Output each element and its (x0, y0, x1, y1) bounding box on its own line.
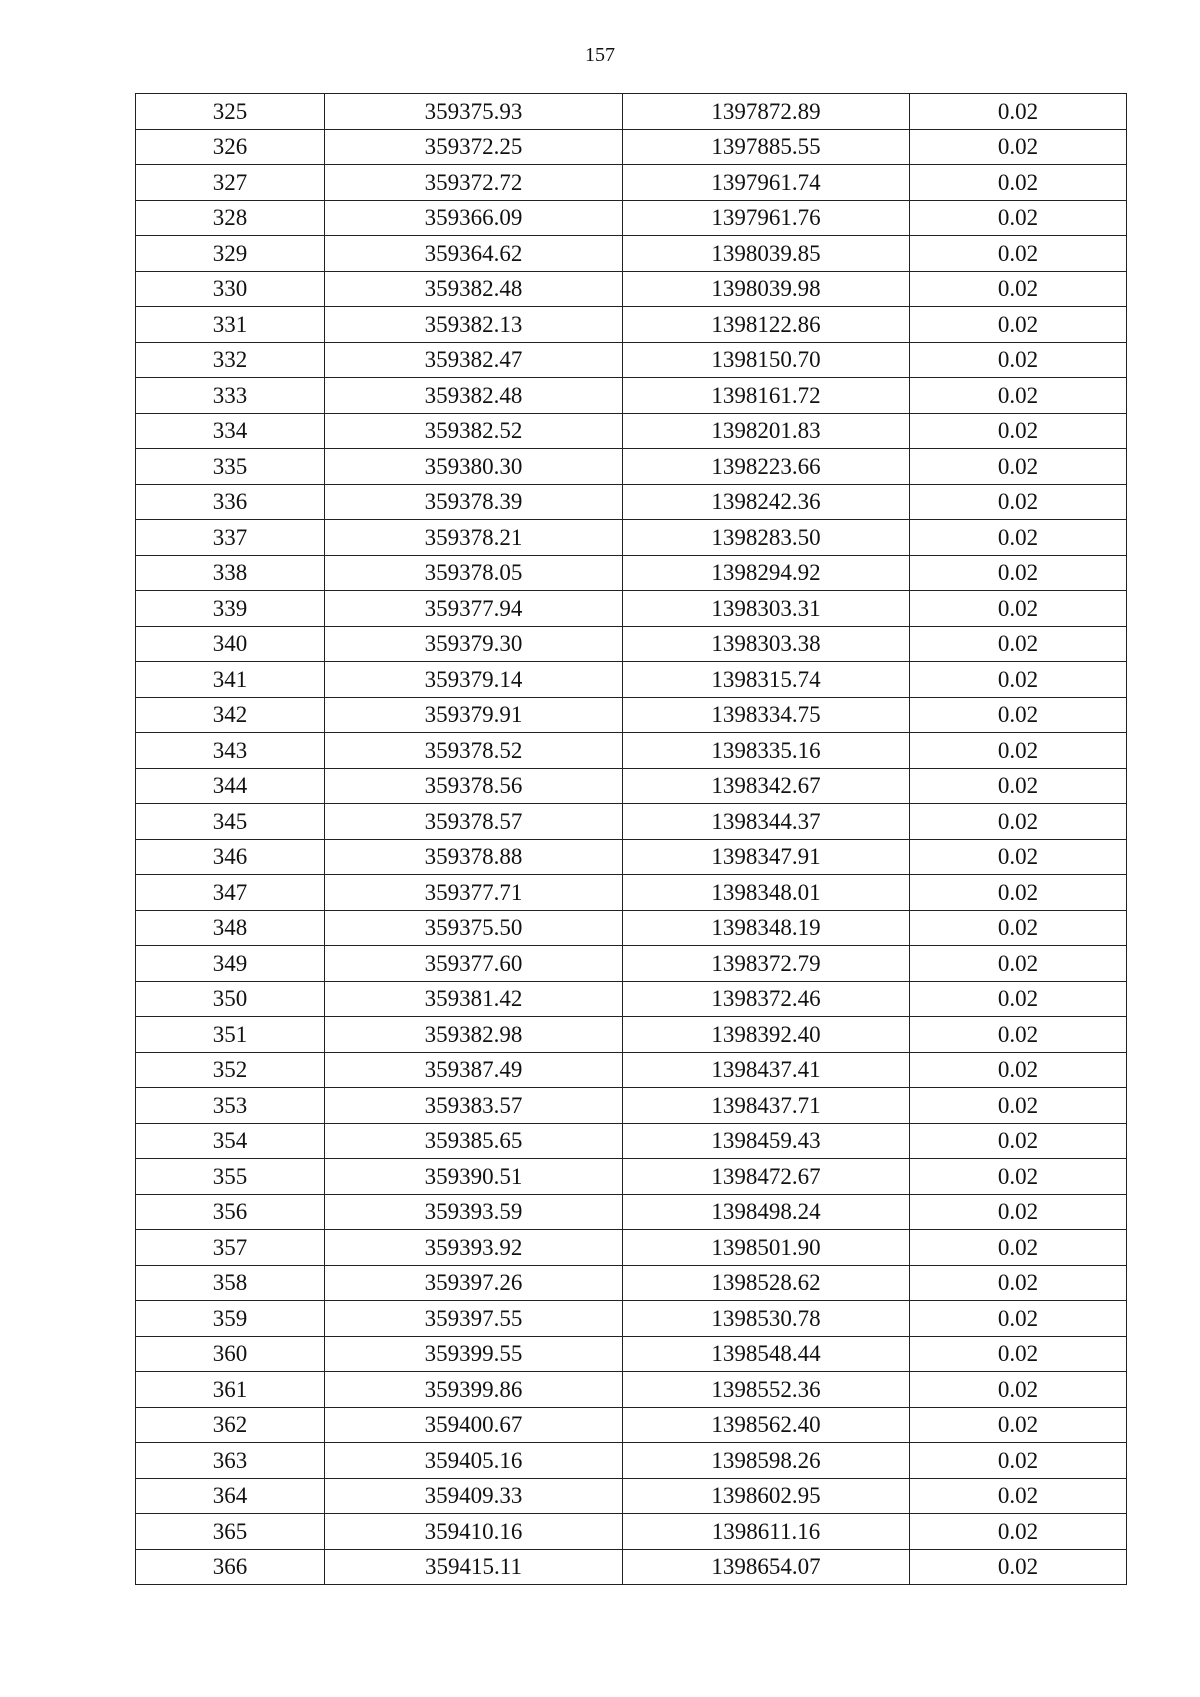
x-coordinate-cell: 359372.25 (325, 129, 623, 165)
point-number-cell: 342 (136, 697, 325, 733)
table-row (136, 165, 1127, 201)
error-cell: 0.02 (910, 1194, 1127, 1230)
y-coordinate-cell: 1398039.98 (623, 271, 910, 307)
y-coordinate-cell: 1398654.07 (623, 1549, 910, 1585)
x-coordinate-cell: 359378.56 (325, 768, 623, 804)
x-coordinate-cell: 359382.47 (325, 342, 623, 378)
point-number-cell: 329 (136, 236, 325, 272)
page-number: 157 (585, 44, 615, 66)
error-cell: 0.02 (910, 733, 1127, 769)
table-row (136, 520, 1127, 556)
y-coordinate-cell: 1398294.92 (623, 555, 910, 591)
table-row (136, 626, 1127, 662)
error-cell: 0.02 (910, 413, 1127, 449)
x-coordinate-cell: 359382.48 (325, 271, 623, 307)
x-coordinate-cell: 359379.30 (325, 626, 623, 662)
y-coordinate-cell: 1398472.67 (623, 1159, 910, 1195)
error-cell: 0.02 (910, 662, 1127, 698)
error-cell: 0.02 (910, 1336, 1127, 1372)
y-coordinate-cell: 1398501.90 (623, 1230, 910, 1266)
table-row (136, 94, 1127, 130)
y-coordinate-cell: 1398552.36 (623, 1372, 910, 1408)
point-number-cell: 341 (136, 662, 325, 698)
y-coordinate-cell: 1398242.36 (623, 484, 910, 520)
y-coordinate-cell: 1398122.86 (623, 307, 910, 343)
error-cell: 0.02 (910, 1549, 1127, 1585)
error-cell: 0.02 (910, 981, 1127, 1017)
table-row (136, 1088, 1127, 1124)
coordinates-table (135, 93, 1127, 1585)
x-coordinate-cell: 359410.16 (325, 1514, 623, 1550)
table-row (136, 1407, 1127, 1443)
point-number-cell: 333 (136, 378, 325, 414)
table-row (136, 910, 1127, 946)
point-number-cell: 364 (136, 1478, 325, 1514)
table-row (136, 1301, 1127, 1337)
x-coordinate-cell: 359382.52 (325, 413, 623, 449)
point-number-cell: 349 (136, 946, 325, 982)
error-cell: 0.02 (910, 626, 1127, 662)
point-number-cell: 359 (136, 1301, 325, 1337)
table-row (136, 697, 1127, 733)
table-row (136, 1514, 1127, 1550)
y-coordinate-cell: 1398348.01 (623, 875, 910, 911)
y-coordinate-cell: 1398348.19 (623, 910, 910, 946)
x-coordinate-cell: 359383.57 (325, 1088, 623, 1124)
table-row (136, 1372, 1127, 1408)
x-coordinate-cell: 359378.52 (325, 733, 623, 769)
point-number-cell: 356 (136, 1194, 325, 1230)
y-coordinate-cell: 1398039.85 (623, 236, 910, 272)
error-cell: 0.02 (910, 1159, 1127, 1195)
table-row (136, 236, 1127, 272)
point-number-cell: 365 (136, 1514, 325, 1550)
y-coordinate-cell: 1398372.79 (623, 946, 910, 982)
x-coordinate-cell: 359382.98 (325, 1017, 623, 1053)
error-cell: 0.02 (910, 1088, 1127, 1124)
error-cell: 0.02 (910, 1372, 1127, 1408)
point-number-cell: 325 (136, 94, 325, 130)
error-cell: 0.02 (910, 946, 1127, 982)
error-cell: 0.02 (910, 697, 1127, 733)
y-coordinate-cell: 1397885.55 (623, 129, 910, 165)
y-coordinate-cell: 1398342.67 (623, 768, 910, 804)
x-coordinate-cell: 359385.65 (325, 1123, 623, 1159)
y-coordinate-cell: 1398611.16 (623, 1514, 910, 1550)
x-coordinate-cell: 359379.91 (325, 697, 623, 733)
y-coordinate-cell: 1398598.26 (623, 1443, 910, 1479)
x-coordinate-cell: 359382.13 (325, 307, 623, 343)
table-row (136, 768, 1127, 804)
y-coordinate-cell: 1398498.24 (623, 1194, 910, 1230)
error-cell: 0.02 (910, 484, 1127, 520)
error-cell: 0.02 (910, 165, 1127, 201)
point-number-cell: 334 (136, 413, 325, 449)
error-cell: 0.02 (910, 1123, 1127, 1159)
table-row (136, 946, 1127, 982)
table-row (136, 378, 1127, 414)
x-coordinate-cell: 359405.16 (325, 1443, 623, 1479)
table-row (136, 1265, 1127, 1301)
y-coordinate-cell: 1398437.41 (623, 1052, 910, 1088)
error-cell: 0.02 (910, 271, 1127, 307)
table-row (136, 1478, 1127, 1514)
x-coordinate-cell: 359377.71 (325, 875, 623, 911)
y-coordinate-cell: 1398334.75 (623, 697, 910, 733)
error-cell: 0.02 (910, 129, 1127, 165)
error-cell: 0.02 (910, 839, 1127, 875)
error-cell: 0.02 (910, 236, 1127, 272)
table-row (136, 591, 1127, 627)
table-row (136, 484, 1127, 520)
point-number-cell: 361 (136, 1372, 325, 1408)
error-cell: 0.02 (910, 342, 1127, 378)
table-row (136, 1017, 1127, 1053)
point-number-cell: 335 (136, 449, 325, 485)
table-row (136, 413, 1127, 449)
table-row (136, 1123, 1127, 1159)
error-cell: 0.02 (910, 94, 1127, 130)
error-cell: 0.02 (910, 449, 1127, 485)
point-number-cell: 330 (136, 271, 325, 307)
y-coordinate-cell: 1398528.62 (623, 1265, 910, 1301)
y-coordinate-cell: 1398562.40 (623, 1407, 910, 1443)
x-coordinate-cell: 359399.86 (325, 1372, 623, 1408)
point-number-cell: 355 (136, 1159, 325, 1195)
x-coordinate-cell: 359400.67 (325, 1407, 623, 1443)
error-cell: 0.02 (910, 1017, 1127, 1053)
y-coordinate-cell: 1398315.74 (623, 662, 910, 698)
y-coordinate-cell: 1398201.83 (623, 413, 910, 449)
table-row (136, 342, 1127, 378)
x-coordinate-cell: 359397.55 (325, 1301, 623, 1337)
table-row (136, 662, 1127, 698)
y-coordinate-cell: 1398223.66 (623, 449, 910, 485)
point-number-cell: 338 (136, 555, 325, 591)
point-number-cell: 352 (136, 1052, 325, 1088)
point-number-cell: 362 (136, 1407, 325, 1443)
y-coordinate-cell: 1398303.38 (623, 626, 910, 662)
point-number-cell: 366 (136, 1549, 325, 1585)
table-row (136, 875, 1127, 911)
table-row (136, 555, 1127, 591)
point-number-cell: 328 (136, 200, 325, 236)
point-number-cell: 331 (136, 307, 325, 343)
point-number-cell: 344 (136, 768, 325, 804)
error-cell: 0.02 (910, 520, 1127, 556)
point-number-cell: 332 (136, 342, 325, 378)
error-cell: 0.02 (910, 378, 1127, 414)
table-row (136, 129, 1127, 165)
x-coordinate-cell: 359372.72 (325, 165, 623, 201)
error-cell: 0.02 (910, 307, 1127, 343)
error-cell: 0.02 (910, 1514, 1127, 1550)
table-row (136, 200, 1127, 236)
y-coordinate-cell: 1397872.89 (623, 94, 910, 130)
y-coordinate-cell: 1398347.91 (623, 839, 910, 875)
point-number-cell: 336 (136, 484, 325, 520)
point-number-cell: 326 (136, 129, 325, 165)
x-coordinate-cell: 359377.60 (325, 946, 623, 982)
table-row (136, 1336, 1127, 1372)
error-cell: 0.02 (910, 555, 1127, 591)
y-coordinate-cell: 1398437.71 (623, 1088, 910, 1124)
x-coordinate-cell: 359382.48 (325, 378, 623, 414)
x-coordinate-cell: 359399.55 (325, 1336, 623, 1372)
x-coordinate-cell: 359378.21 (325, 520, 623, 556)
x-coordinate-cell: 359378.57 (325, 804, 623, 840)
x-coordinate-cell: 359378.88 (325, 839, 623, 875)
point-number-cell: 343 (136, 733, 325, 769)
table-row (136, 981, 1127, 1017)
error-cell: 0.02 (910, 875, 1127, 911)
point-number-cell: 347 (136, 875, 325, 911)
table-row (136, 271, 1127, 307)
y-coordinate-cell: 1398161.72 (623, 378, 910, 414)
x-coordinate-cell: 359397.26 (325, 1265, 623, 1301)
x-coordinate-cell: 359393.59 (325, 1194, 623, 1230)
x-coordinate-cell: 359380.30 (325, 449, 623, 485)
point-number-cell: 358 (136, 1265, 325, 1301)
x-coordinate-cell: 359390.51 (325, 1159, 623, 1195)
error-cell: 0.02 (910, 1407, 1127, 1443)
point-number-cell: 354 (136, 1123, 325, 1159)
table-row (136, 1230, 1127, 1266)
table-row (136, 1194, 1127, 1230)
point-number-cell: 337 (136, 520, 325, 556)
x-coordinate-cell: 359377.94 (325, 591, 623, 627)
table-row (136, 1052, 1127, 1088)
y-coordinate-cell: 1397961.76 (623, 200, 910, 236)
x-coordinate-cell: 359379.14 (325, 662, 623, 698)
x-coordinate-cell: 359375.93 (325, 94, 623, 130)
table-row (136, 839, 1127, 875)
y-coordinate-cell: 1398150.70 (623, 342, 910, 378)
table-row (136, 307, 1127, 343)
point-number-cell: 327 (136, 165, 325, 201)
x-coordinate-cell: 359378.05 (325, 555, 623, 591)
x-coordinate-cell: 359375.50 (325, 910, 623, 946)
y-coordinate-cell: 1398303.31 (623, 591, 910, 627)
error-cell: 0.02 (910, 1443, 1127, 1479)
y-coordinate-cell: 1398602.95 (623, 1478, 910, 1514)
x-coordinate-cell: 359415.11 (325, 1549, 623, 1585)
point-number-cell: 346 (136, 839, 325, 875)
error-cell: 0.02 (910, 591, 1127, 627)
point-number-cell: 348 (136, 910, 325, 946)
y-coordinate-cell: 1398335.16 (623, 733, 910, 769)
y-coordinate-cell: 1398530.78 (623, 1301, 910, 1337)
y-coordinate-cell: 1398372.46 (623, 981, 910, 1017)
table-body (136, 94, 1127, 1585)
error-cell: 0.02 (910, 1478, 1127, 1514)
y-coordinate-cell: 1398459.43 (623, 1123, 910, 1159)
y-coordinate-cell: 1397961.74 (623, 165, 910, 201)
error-cell: 0.02 (910, 200, 1127, 236)
table-row (136, 449, 1127, 485)
error-cell: 0.02 (910, 1230, 1127, 1266)
point-number-cell: 350 (136, 981, 325, 1017)
point-number-cell: 339 (136, 591, 325, 627)
x-coordinate-cell: 359409.33 (325, 1478, 623, 1514)
point-number-cell: 345 (136, 804, 325, 840)
x-coordinate-cell: 359366.09 (325, 200, 623, 236)
x-coordinate-cell: 359364.62 (325, 236, 623, 272)
error-cell: 0.02 (910, 1052, 1127, 1088)
table-row (136, 1549, 1127, 1585)
x-coordinate-cell: 359381.42 (325, 981, 623, 1017)
error-cell: 0.02 (910, 804, 1127, 840)
y-coordinate-cell: 1398283.50 (623, 520, 910, 556)
point-number-cell: 360 (136, 1336, 325, 1372)
table-row (136, 1159, 1127, 1195)
point-number-cell: 357 (136, 1230, 325, 1266)
x-coordinate-cell: 359387.49 (325, 1052, 623, 1088)
error-cell: 0.02 (910, 1301, 1127, 1337)
x-coordinate-cell: 359378.39 (325, 484, 623, 520)
point-number-cell: 363 (136, 1443, 325, 1479)
point-number-cell: 351 (136, 1017, 325, 1053)
point-number-cell: 353 (136, 1088, 325, 1124)
x-coordinate-cell: 359393.92 (325, 1230, 623, 1266)
table-row (136, 733, 1127, 769)
point-number-cell: 340 (136, 626, 325, 662)
error-cell: 0.02 (910, 768, 1127, 804)
y-coordinate-cell: 1398548.44 (623, 1336, 910, 1372)
error-cell: 0.02 (910, 1265, 1127, 1301)
y-coordinate-cell: 1398344.37 (623, 804, 910, 840)
table-row (136, 1443, 1127, 1479)
table-row (136, 804, 1127, 840)
y-coordinate-cell: 1398392.40 (623, 1017, 910, 1053)
error-cell: 0.02 (910, 910, 1127, 946)
